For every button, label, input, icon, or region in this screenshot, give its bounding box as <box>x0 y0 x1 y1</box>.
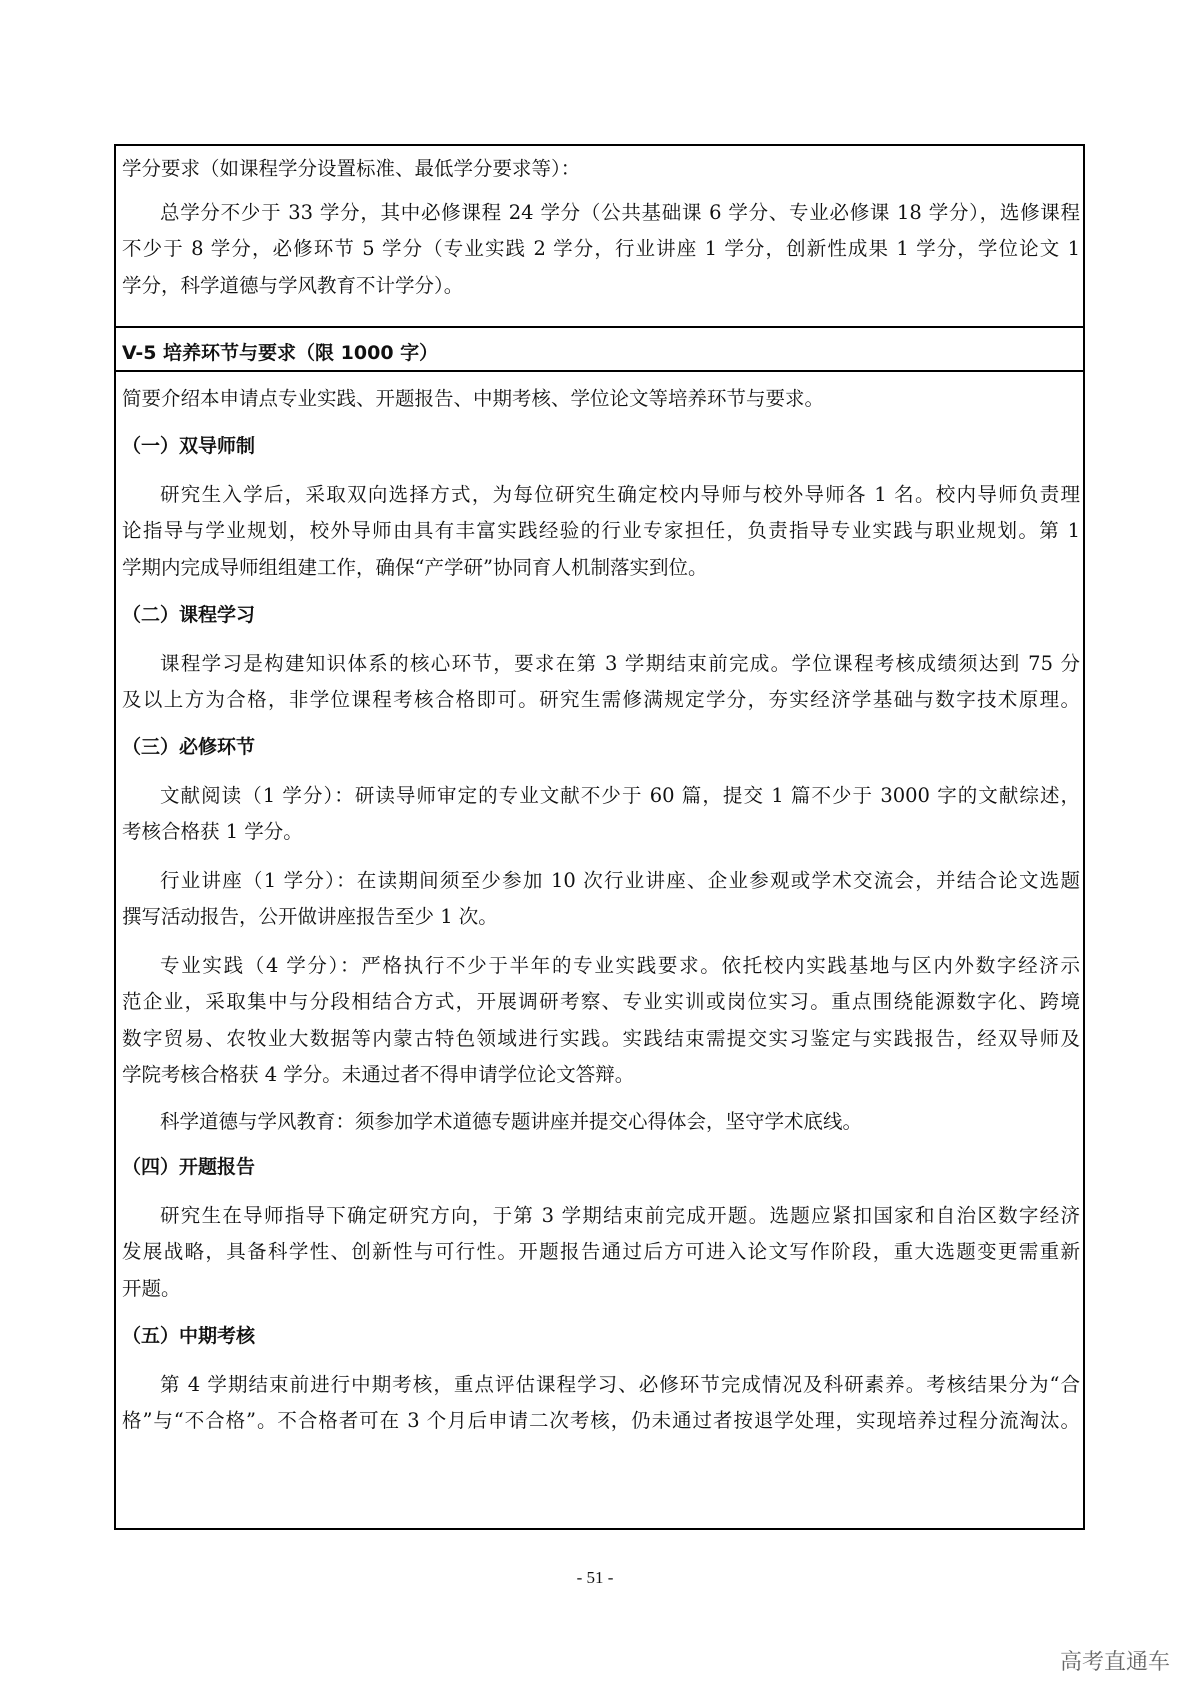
page-number: - 51 - <box>576 1568 614 1587</box>
credit-intro: 学分要求（如课程学分设置标准、最低学分要求等）： <box>122 157 581 180</box>
p5-line-1: 第 4 学期结束前进行中期考核，重点评估课程学习、必修环节完成情况及科研素养。考核结果分为“合 <box>160 1373 1080 1396</box>
p1-line-2: 论指导与学业规划，校外导师由具有丰富实践经验的行业专家担任，负责指导专业实践与职业规划。第 1 <box>122 519 1080 542</box>
section-intro: 简要介绍本申请点专业实践、开题报告、中期考核、学位论文等培养环节与要求。 <box>122 387 825 410</box>
p3c-line-3: 数字贸易、农牧业大数据等内蒙古特色领域进行实践。实践结束需提交实习鉴定与实践报告，经双导师及 <box>122 1027 1080 1050</box>
divider-top <box>116 326 1083 328</box>
heading-courses: （二）课程学习 <box>122 604 256 626</box>
p2-line-2: 及以上方为合格，非学位课程考核合格即可。研究生需修满规定学分，夯实经济学基础与数字技术原理。 <box>122 688 1080 711</box>
p3a-line-1: 文献阅读（1 学分）：研读导师审定的专业文献不少于 60 篇，提交 1 篇不少于 3000 字的文献综述， <box>160 784 1080 807</box>
heading-dual-mentor: （一）双导师制 <box>122 435 256 457</box>
heading-midterm: （五）中期考核 <box>122 1325 256 1347</box>
p4-line-2: 发展战略，具备科学性、创新性与可行性。开题报告通过后方可进入论文写作阶段，重大选题变更需重新 <box>122 1240 1080 1263</box>
p2-line-1: 课程学习是构建知识体系的核心环节，要求在第 3 学期结束前完成。学位课程考核成绩须达到 75 分 <box>160 652 1080 675</box>
heading-proposal: （四）开题报告 <box>122 1156 256 1178</box>
watermark: 高考直通车 <box>1059 1650 1170 1675</box>
credit-line-3: 学分，科学道德与学风教育不计学分）。 <box>122 274 464 297</box>
p1-line-3: 学期内完成导师组组建工作，确保“产学研”协同育人机制落实到位。 <box>122 556 708 579</box>
divider-bottom <box>116 370 1083 372</box>
form-table <box>114 144 1085 1530</box>
p3c-line-1: 专业实践（4 学分）：严格执行不少于半年的专业实践要求。依托校内实践基地与区内外数字经济示 <box>160 954 1080 977</box>
credit-line-1: 总学分不少于 33 学分，其中必修课程 24 学分（公共基础课 6 学分、专业必修课 18 学分），选修课程 <box>160 201 1080 224</box>
section-title: V-5 培养环节与要求（限 1000 字） <box>122 342 439 364</box>
p3a-line-2: 考核合格获 1 学分。 <box>122 820 303 843</box>
p3d-line: 科学道德与学风教育：须参加学术道德专题讲座并提交心得体会，坚守学术底线。 <box>160 1110 863 1133</box>
p3b-line-1: 行业讲座（1 学分）：在读期间须至少参加 10 次行业讲座、企业参观或学术交流会，并结合论文选题 <box>160 869 1080 892</box>
p5-line-2: 格”与“不合格”。不合格者可在 3 个月后申请二次考核，仍未通过者按退学处理，实现培养过程分流淘汰。 <box>122 1409 1080 1432</box>
p3c-line-4: 学院考核合格获 4 学分。未通过者不得申请学位论文答辩。 <box>122 1063 635 1086</box>
p1-line-1: 研究生入学后，采取双向选择方式，为每位研究生确定校内导师与校外导师各 1 名。校内导师负责理 <box>160 483 1080 506</box>
p3b-line-2: 撰写活动报告，公开做讲座报告至少 1 次。 <box>122 905 498 928</box>
p4-line-1: 研究生在导师指导下确定研究方向，于第 3 学期结束前完成开题。选题应紧扣国家和自治区数字经济 <box>160 1204 1080 1227</box>
credit-line-2: 不少于 8 学分，必修环节 5 学分（专业实践 2 学分，行业讲座 1 学分，创新性成果 1 学分，学位论文 1 <box>122 237 1080 260</box>
p4-line-3: 开题。 <box>122 1277 181 1300</box>
heading-required: （三）必修环节 <box>122 736 256 758</box>
p3c-line-2: 范企业，采取集中与分段相结合方式，开展调研考察、专业实训或岗位实习。重点围绕能源数字化、跨境 <box>122 990 1080 1013</box>
